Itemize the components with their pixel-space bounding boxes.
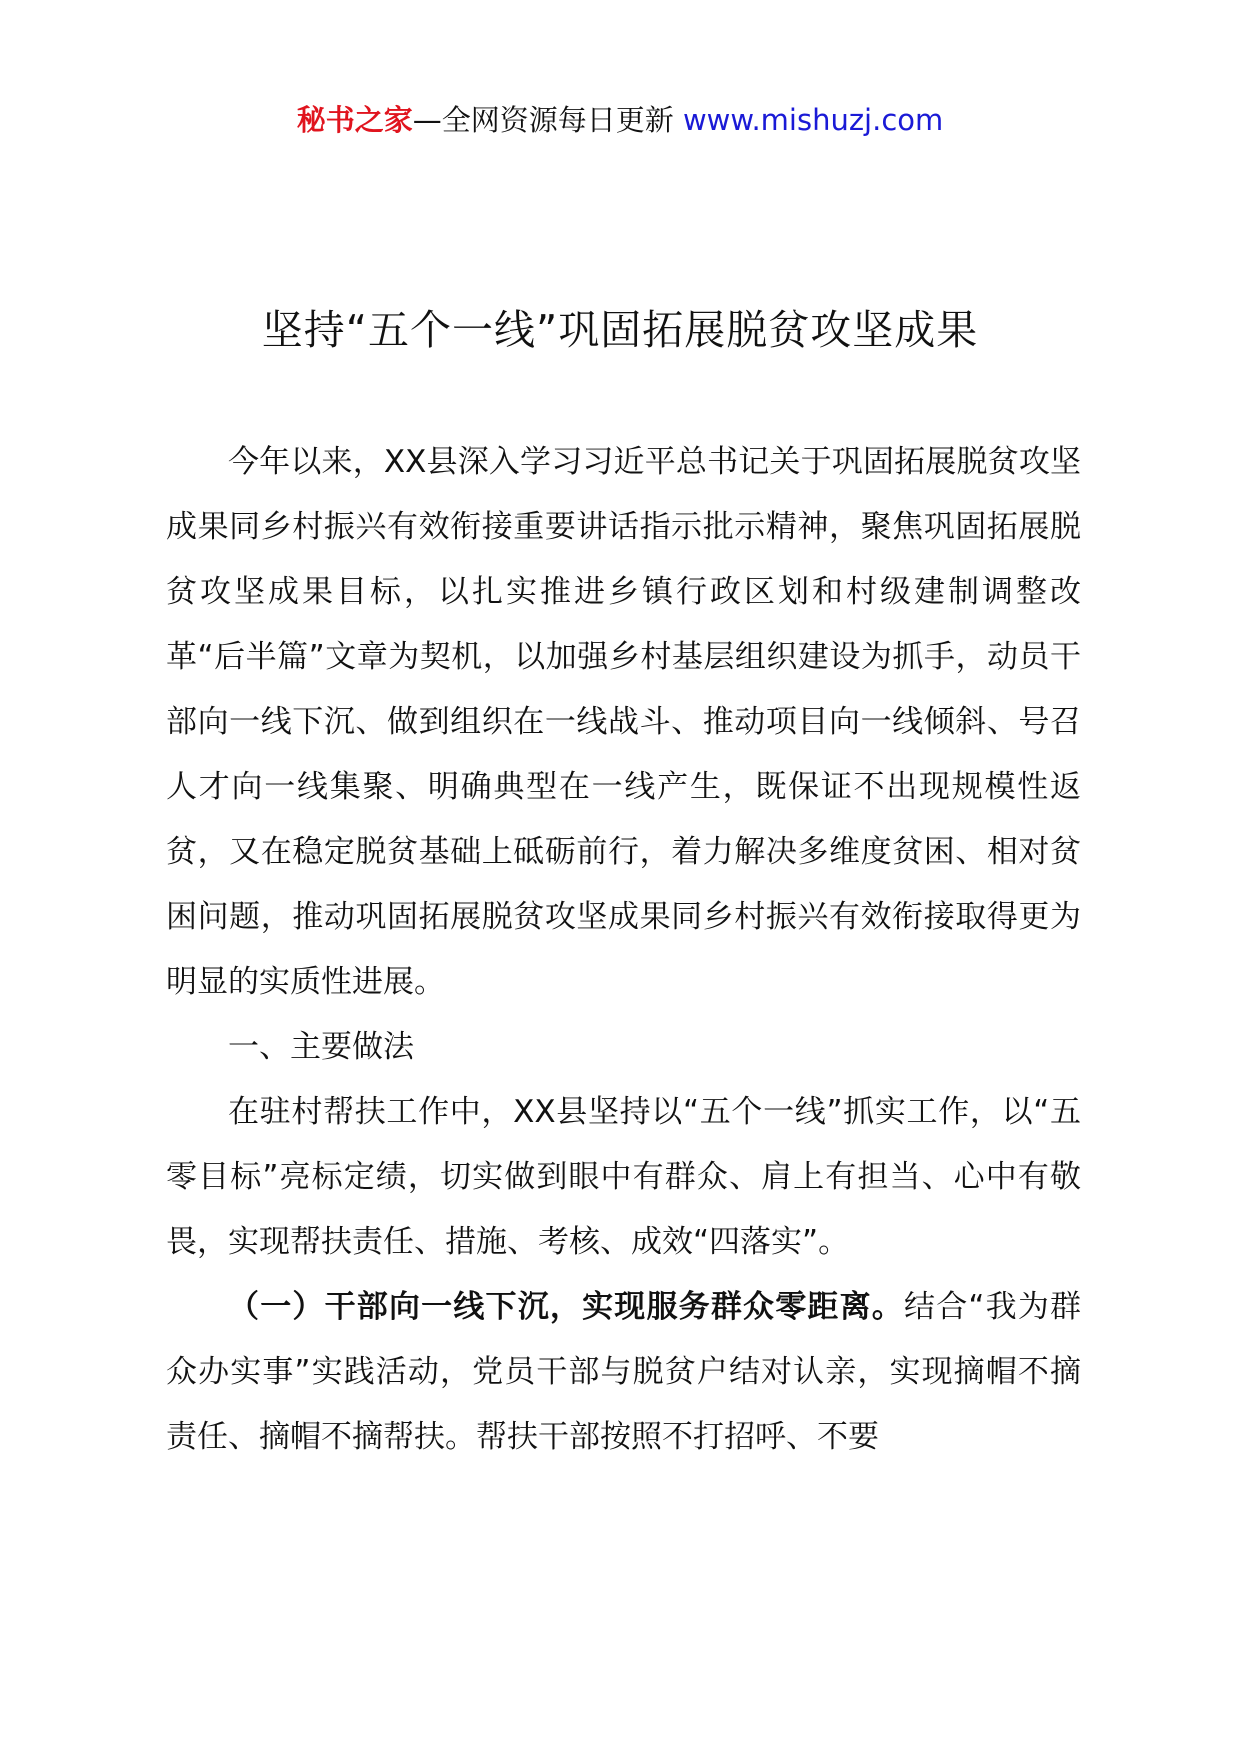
section-heading: 一、主要做法 [228, 1029, 414, 1065]
header-tagline: —全网资源每日更新 [412, 103, 683, 137]
site-url-link[interactable]: www.mishuzj.com [682, 103, 944, 137]
subsection-1-heading: （一）干部向一线下沉，实现服务群众零距离。 [228, 1289, 904, 1325]
subsection-1-text: 结合“我为群众办实事”实践活动，党员干部与脱贫户结对认亲，实现摘帽不摘责任、摘帽不摘帮扶。帮扶干部按照不打招呼、不要 [166, 1289, 1082, 1455]
document-title: 坚持“五个一线”巩固拓展脱贫攻坚成果 [261, 306, 979, 354]
document-body [166, 430, 1081, 1470]
section-intro-paragraph: 在驻村帮扶工作中，XX县坚持以“五个一线”抓实工作，以“五零目标”亮标定绩，切实做到眼中有群众、肩上有担当、心中有敬畏，实现帮扶责任、措施、考核、成效“四落实”。 [166, 1094, 1081, 1260]
intro-paragraph: 今年以来，XX县深入学习习近平总书记关于巩固拓展脱贫攻坚成果同乡村振兴有效衔接重要讲话指示批示精神，聚焦巩固拓展脱贫攻坚成果目标，以扎实推进乡镇行政区划和村级建制调整改革“后半篇”文章为契机，以加强乡村基层组织建设为抓手，动员干部向一线下沉、做到组织在一线战斗、推动项目向一线倾斜、号召人才向一线集聚、明确典型在一线产生，既保证不出现规模性返贫，又在稳定脱贫基础上砥砺前行，着力解决多维度贫困、相对贫困问题，推动巩固拓展脱贫攻坚成果同乡村振兴有效衔接取得更为明显的实质性进展。 [166, 444, 1081, 1000]
site-header [0, 98, 1240, 142]
subsection-1-paragraph [166, 1275, 1081, 1470]
brand-name: 秘书之家 [296, 103, 413, 137]
